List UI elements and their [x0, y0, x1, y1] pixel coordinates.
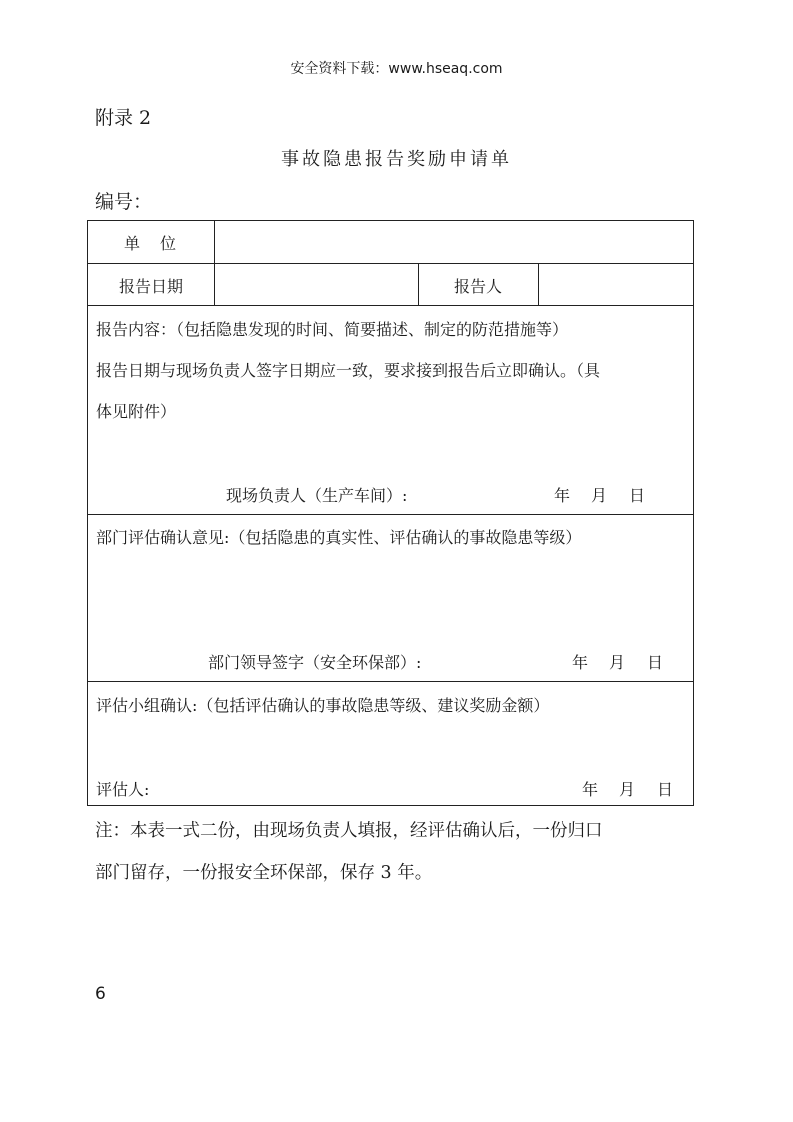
department-day-label: 日 [647, 653, 664, 672]
site-header: 安全资料下载：www.hseaq.com [290, 61, 503, 77]
appendix-label: 附录 2 [95, 107, 152, 129]
team-month-label: 月 [619, 780, 636, 799]
unit-label: 单 位 [123, 234, 178, 253]
department-year-label: 年 [572, 653, 589, 672]
content-year-label: 年 [554, 486, 571, 505]
evaluator-signature-label: 评估人: [96, 780, 150, 799]
footnote-line1: 注：本表一式二份，由现场负责人填报，经评估确认后，一份归口 [95, 821, 603, 841]
unit-field[interactable] [215, 221, 693, 263]
reporter-label: 报告人 [453, 277, 502, 296]
content-month-label: 月 [591, 486, 608, 505]
team-year-label: 年 [582, 780, 599, 799]
department-assessment-heading: 部门评估确认意见:（包括隐患的真实性、评估确认的事故隐患等级） [96, 528, 582, 547]
page-number: 6 [95, 984, 106, 1004]
report-content-heading: 报告内容：（包括隐患发现的时间、简要描述、制定的防范措施等） [96, 320, 569, 339]
reporter-field[interactable] [539, 264, 693, 304]
footnote-line2: 部门留存，一份报安全环保部，保存 3 年。 [95, 863, 433, 883]
report-date-field[interactable] [215, 264, 417, 304]
team-day-label: 日 [657, 780, 674, 799]
content-day-label: 日 [629, 486, 646, 505]
department-leader-signature-label: 部门领导签字（安全环保部）: [208, 653, 422, 672]
document-title: 事故隐患报告奖励申请单 [281, 149, 512, 170]
evaluation-team-heading: 评估小组确认:（包括评估确认的事故隐患等级、建议奖励金额） [96, 696, 550, 715]
row-divider [88, 681, 693, 682]
site-supervisor-signature-label: 现场负责人（生产车间）: [226, 486, 408, 505]
row-divider [88, 305, 693, 306]
report-date-label: 报告日期 [118, 277, 183, 296]
report-content-line2: 体见附件） [96, 402, 177, 421]
row-divider [88, 514, 693, 515]
application-form-table [87, 220, 694, 806]
department-month-label: 月 [609, 653, 626, 672]
report-content-line1: 报告日期与现场负责人签字日期应一致，要求接到报告后立即确认。（具 [96, 361, 601, 380]
serial-number-label: 编号： [95, 191, 153, 213]
